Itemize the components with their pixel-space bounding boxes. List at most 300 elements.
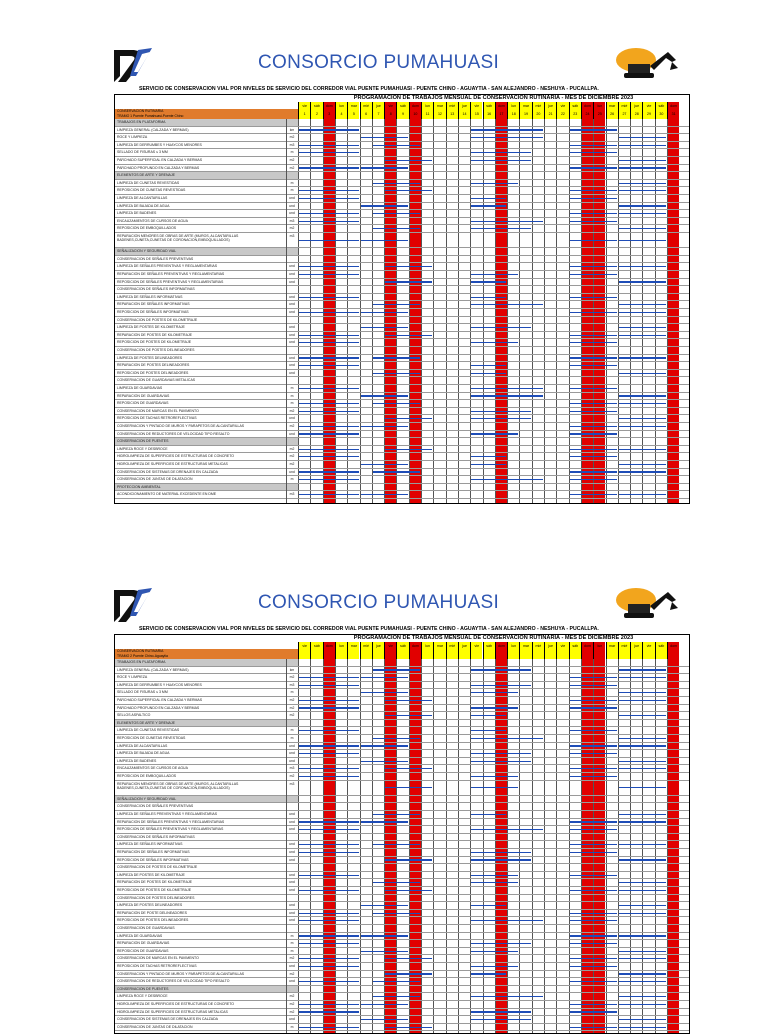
schedule-bar <box>471 707 518 708</box>
day-number-cell <box>593 650 605 659</box>
day-number-cell <box>360 650 372 659</box>
activity-label: LIMPIEZA DE SEÑALES PREVENTIVAS Y REGLAMENTARIAS <box>117 264 218 269</box>
schedule-bar <box>619 266 666 267</box>
schedule-bar <box>299 753 359 754</box>
schedule-bar <box>361 692 408 693</box>
activity-label: REPOSICION DE GUARDAVIAS <box>117 948 169 953</box>
schedule-bar <box>570 890 617 891</box>
schedule-bar <box>385 1027 432 1028</box>
schedule-bar <box>471 411 531 412</box>
schedule-bar <box>361 951 408 952</box>
schedule-bar <box>619 205 666 206</box>
row-separator <box>115 392 689 393</box>
activity-unit: und <box>289 264 295 269</box>
activity-label: REPOSICION DE POSTES DE KILOMETRAJE <box>117 340 192 345</box>
excavator-logo <box>614 586 682 622</box>
activity-unit: m2 <box>289 1009 295 1014</box>
schedule-bar <box>619 426 666 427</box>
schedule-bar <box>570 274 617 275</box>
schedule-bar <box>373 814 420 815</box>
activity-label: LIMPIEZA DE BADENES <box>117 758 157 763</box>
schedule-bar <box>471 829 543 830</box>
activity-label: LIMPIEZA DE POSTES DE KILOMETRAJE <box>117 872 185 877</box>
row-separator <box>115 840 689 841</box>
schedule-bar <box>471 715 506 716</box>
activity-unit: m2 <box>289 971 295 976</box>
row-separator <box>115 293 689 294</box>
row-separator <box>115 1015 689 1016</box>
schedule-bar <box>385 958 432 959</box>
schedule-bar <box>373 669 420 670</box>
schedule-bar <box>570 297 617 298</box>
schedule-bar <box>299 240 359 241</box>
schedule-bar <box>570 1027 617 1028</box>
schedule-bar <box>570 152 617 153</box>
row-separator <box>115 148 689 149</box>
schedule-bar <box>385 418 432 419</box>
row-separator <box>115 901 689 902</box>
day-number-cell: 12 <box>433 110 445 119</box>
schedule-bar <box>299 913 359 914</box>
day-number-cell: 4 <box>335 110 347 119</box>
schedule-bar <box>299 213 359 214</box>
activity-unit: m2 <box>289 135 295 140</box>
schedule-bar <box>471 859 531 860</box>
schedule-bar <box>471 433 518 434</box>
day-number-cell: 22 <box>556 110 568 119</box>
schedule-bar <box>471 304 543 305</box>
activity-label: LIMPIEZA DE SEÑALES INFORMATIVAS <box>117 842 183 847</box>
schedule-bar <box>385 787 432 788</box>
schedule-bar <box>471 137 543 138</box>
schedule-bar <box>570 935 617 936</box>
schedule-bar <box>373 981 420 982</box>
activity-unit: und <box>289 310 295 314</box>
activity-unit: km <box>289 667 295 672</box>
activity-label: REPARACION DE POSTE DELINEADORES <box>117 910 187 915</box>
activity-unit: und <box>289 332 295 337</box>
row-separator <box>115 430 689 431</box>
weekday-cell: mié <box>446 642 458 650</box>
row-separator <box>115 818 689 819</box>
schedule-bar <box>361 1004 408 1005</box>
day-number-cell <box>556 650 568 659</box>
schedule-bar <box>299 198 359 199</box>
row-separator <box>115 164 689 165</box>
schedule-bar <box>619 745 666 746</box>
activity-unit: m3 <box>289 492 295 497</box>
schedule-bar <box>385 768 432 769</box>
activity-unit: m <box>290 477 294 482</box>
day-number-cell <box>630 650 642 659</box>
activity-unit: km <box>289 127 295 132</box>
row-separator <box>115 863 689 864</box>
schedule-bar <box>471 852 531 853</box>
schedule-bar <box>471 418 531 419</box>
row-separator <box>115 209 689 210</box>
day-number-cell: 7 <box>372 110 384 119</box>
schedule-bar <box>619 213 666 214</box>
weekday-cell: jue <box>372 102 384 110</box>
schedule-bar <box>299 875 359 876</box>
schedule-bar <box>299 852 359 853</box>
activity-label: LIMPIEZA DE CUNETAS REVESTIDAS <box>117 728 180 733</box>
activity-unit: m <box>290 150 294 155</box>
schedule-bar <box>471 951 518 952</box>
row-separator <box>115 468 689 469</box>
row-separator <box>115 992 689 993</box>
schedule-bar <box>570 456 617 457</box>
row-separator <box>115 361 689 362</box>
schedule-bar <box>361 167 408 168</box>
row-separator <box>115 954 689 955</box>
tramo-header <box>115 649 298 659</box>
schedule-bar <box>570 943 617 944</box>
day-number-cell: 20 <box>532 110 544 119</box>
schedule-bar <box>299 958 359 959</box>
schedule-bar <box>570 403 617 404</box>
day-number-cell: 17 <box>495 110 507 119</box>
row-separator <box>115 757 689 758</box>
schedule-bar <box>570 685 617 686</box>
day-number-cell <box>421 650 433 659</box>
schedule-bar <box>299 365 359 366</box>
row-separator <box>115 384 689 385</box>
schedule-bar <box>570 240 617 241</box>
schedule-bar <box>373 373 420 374</box>
activity-unit: m2 <box>289 454 295 459</box>
schedule-bar <box>299 1027 359 1028</box>
activity-label: CONSERVACION DE POSTES DE KILOMETRAJE <box>117 865 198 870</box>
schedule-bar <box>619 145 666 146</box>
schedule-bar <box>570 335 617 336</box>
schedule-bar <box>373 213 420 214</box>
row-separator <box>115 916 689 917</box>
activity-label: PARCHADO SUPERFICIAL EN CALZADA Y BERMAS <box>117 158 203 162</box>
row-separator <box>115 711 689 712</box>
schedule-bar <box>619 304 666 305</box>
schedule-bar <box>619 913 666 914</box>
weekday-cell: mié <box>446 102 458 110</box>
weekday-cell: jue <box>458 642 470 650</box>
schedule-bar <box>385 266 432 267</box>
activity-label: REPARACION DE SEÑALES INFORMATIVAS <box>117 302 190 307</box>
schedule-bar <box>385 160 432 161</box>
schedule-bar <box>619 700 666 701</box>
schedule-bar <box>361 1019 408 1020</box>
schedule-bar <box>299 152 359 153</box>
schedule-bar <box>619 692 666 693</box>
day-number-cell: 18 <box>507 110 519 119</box>
row-separator <box>115 681 689 682</box>
activity-label: CONSERVACION Y PINTADO DE MUROS Y PARAPETOS DE ALCANTARILLAS <box>117 424 245 428</box>
weekday-cell: jue <box>630 102 642 110</box>
activity-unit: m2 <box>289 158 295 162</box>
weekday-cell: lun <box>593 642 605 650</box>
weekday-cell: sáb <box>655 102 667 110</box>
schedule-bar <box>619 464 666 465</box>
schedule-bar <box>570 213 617 214</box>
activity-unit: m <box>290 188 294 193</box>
weekday-cell: sáb <box>483 102 495 110</box>
activity-unit: und <box>289 812 295 816</box>
activity-label: CONSERVACION DE GUARDAVIAS METALICAS <box>117 378 196 383</box>
company-logo-road <box>112 46 154 86</box>
row-separator <box>115 475 689 476</box>
day-number-cell: 27 <box>618 110 630 119</box>
activity-unit: und <box>289 211 295 216</box>
weekday-cell: sáb <box>655 642 667 650</box>
day-number-cell <box>581 650 593 659</box>
row-separator <box>115 452 689 453</box>
activity-label: ENCAUZAMIENTOS DE CURSOS DE AGUA <box>117 766 188 771</box>
schedule-bar <box>619 768 666 769</box>
activity-label: LIMPIEZA DE SEÑALES INFORMATIVAS <box>117 294 183 299</box>
schedule-bar <box>570 875 617 876</box>
activity-label: LIMPIEZA ROCE Y DESBROCE <box>117 446 168 451</box>
schedule-bar <box>619 471 666 472</box>
schedule-bar <box>299 471 359 472</box>
activity-unit: und <box>289 758 295 763</box>
schedule-bar <box>299 821 359 822</box>
activity-label: REPARACION DE GUARDAVIAS <box>117 941 170 946</box>
row-separator <box>115 338 689 339</box>
day-number-cell: 2 <box>310 110 322 119</box>
row-separator <box>115 346 689 347</box>
day-number-cell <box>396 650 408 659</box>
schedule-bar <box>619 373 666 374</box>
weekday-cell: lun <box>335 642 347 650</box>
schedule-bar <box>570 433 617 434</box>
label-divider <box>286 119 287 503</box>
activity-label: LIMPIEZA DE POSTES DE KILOMETRAJE <box>117 325 185 330</box>
day-number-cell <box>532 650 544 659</box>
activity-unit: m <box>290 728 294 733</box>
activity-label: ENCAUZAMIENTOS DE CURSOS DE AGUA <box>117 218 188 223</box>
schedule-gantt-tramo-2 <box>114 634 690 1034</box>
row-separator <box>115 179 689 180</box>
day-number-cell <box>384 650 396 659</box>
day-number-cell <box>446 650 458 659</box>
schedule-bar <box>373 471 420 472</box>
activity-unit: und <box>289 872 295 877</box>
activity-label: HIDROLIMPIEZA DE SUPERFICIES DE ESTRUCTURAS DE CONCRETO <box>117 1002 235 1006</box>
day-number-cell <box>470 650 482 659</box>
schedule-bar <box>570 981 617 982</box>
activity-label: REPOSICION DE POSTES DE KILOMETRAJE <box>117 888 192 892</box>
weekday-cell: dom <box>409 642 421 650</box>
row-separator <box>115 126 689 127</box>
schedule-bar <box>619 183 666 184</box>
schedule-bar <box>619 167 666 168</box>
activity-label: CONSERVACION DE JUNTAS DE DILATACION <box>117 477 193 482</box>
schedule-bar <box>471 943 531 944</box>
schedule-bar <box>361 761 408 762</box>
row-separator <box>115 673 689 674</box>
schedule-bar <box>570 920 617 921</box>
schedule-bar <box>619 137 666 138</box>
weekday-cell: dom <box>495 102 507 110</box>
row-separator <box>115 932 689 933</box>
activity-unit: m2 <box>289 713 295 718</box>
schedule-bar <box>619 973 666 974</box>
activity-label: REPARACION DE SEÑALES PREVENTIVAS Y REGLAMENTARIAS <box>117 272 225 276</box>
activity-label: CONSERVACION DE GUARDAVIAS <box>117 926 175 930</box>
schedule-bar <box>299 274 359 275</box>
activity-unit: und <box>289 363 295 368</box>
schedule-bar <box>373 183 420 184</box>
activity-unit: und <box>289 340 295 345</box>
row-separator <box>115 354 689 355</box>
schedule-bar <box>373 738 420 739</box>
weekday-cell: mar <box>347 102 359 110</box>
schedule-bar <box>570 768 617 769</box>
program-title: PROGRAMACION DE TRABAJOS MENSUAL DE CONSERVACIÓN RUTINARIA - MES DE DICIEMBRE 2023 <box>353 95 634 101</box>
schedule-bar <box>471 297 506 298</box>
schedule-bar <box>471 464 506 465</box>
schedule-bar <box>299 981 359 982</box>
row-separator <box>115 833 689 834</box>
schedule-bar <box>619 1027 666 1028</box>
activity-label: TRABAJOS EN PLATAFORMA <box>117 120 166 124</box>
activity-label: ACONDICIONAMIENTO DE MATERIAL EXCEDENTE EN DME <box>117 492 217 497</box>
activity-unit: und <box>289 294 295 299</box>
day-number-cell <box>606 650 618 659</box>
row-separator <box>115 802 689 803</box>
schedule-bar <box>619 738 666 739</box>
schedule-bar <box>373 996 420 997</box>
company-logo-road <box>112 586 154 626</box>
schedule-bar <box>619 787 666 788</box>
schedule-bar <box>570 198 617 199</box>
schedule-bar <box>570 730 617 731</box>
day-number-cell: 3 <box>323 110 335 119</box>
schedule-bar <box>570 707 617 708</box>
schedule-bar <box>361 240 408 241</box>
schedule-bar <box>299 433 359 434</box>
schedule-bar <box>471 973 506 974</box>
day-number-cell <box>618 650 630 659</box>
row-separator <box>115 696 689 697</box>
schedule-bar <box>361 312 408 313</box>
row-separator <box>115 894 689 895</box>
weekday-cell: mar <box>519 642 531 650</box>
activity-label: CONSERVACION DE MARCAS EN EL PAVIMENTO <box>117 408 199 413</box>
activity-label: LIMPIEZA DE CUNETAS REVESTIDAS <box>117 180 180 185</box>
company-title: CONSORCIO PUMAHUASI <box>258 592 500 613</box>
activity-unit: m <box>290 180 294 185</box>
schedule-bar <box>619 160 666 161</box>
schedule-bar <box>619 958 666 959</box>
activity-label: CONSERVACION DE SEÑALES INFORMATIVAS <box>117 287 195 292</box>
weekday-cell: vie <box>470 642 482 650</box>
schedule-bar <box>570 1004 617 1005</box>
schedule-bar <box>373 844 420 845</box>
row-separator <box>115 300 689 301</box>
schedule-bar <box>299 388 359 389</box>
weekday-cell: sáb <box>569 102 581 110</box>
weekday-cell: mié <box>532 102 544 110</box>
schedule-bar <box>619 844 666 845</box>
schedule-bar <box>570 494 617 495</box>
weekday-cell: dom <box>495 642 507 650</box>
activity-unit: und <box>289 1017 295 1022</box>
schedule-bar <box>373 304 420 305</box>
schedule-bar <box>570 677 617 678</box>
schedule-bar <box>570 753 617 754</box>
schedule-bar <box>570 266 617 267</box>
activity-label: PROTECCION AMBIENTAL <box>117 484 161 489</box>
schedule-bar <box>570 312 617 313</box>
row-separator <box>115 323 689 324</box>
activity-unit: m <box>290 948 294 953</box>
activity-label: ELEMENTOS DE ARTE Y DRENAJE <box>117 720 175 725</box>
schedule-bar <box>299 411 359 412</box>
schedule-bar <box>299 479 359 480</box>
activity-unit: m2 <box>289 774 295 778</box>
weekday-cell: sáb <box>396 642 408 650</box>
day-number-cell: 15 <box>470 110 482 119</box>
activity-unit: und <box>289 888 295 892</box>
day-number-cell <box>655 650 667 659</box>
schedule-bar <box>373 882 420 883</box>
schedule-bar <box>471 274 518 275</box>
weekday-cell: mar <box>606 642 618 650</box>
weekday-cell: jue <box>544 642 556 650</box>
day-number-cell: 16 <box>483 110 495 119</box>
schedule-bar <box>299 1011 359 1012</box>
row-separator <box>115 422 689 423</box>
schedule-bar <box>471 1019 531 1020</box>
row-separator <box>115 772 689 773</box>
row-separator <box>115 407 689 408</box>
day-number-cell: 5 <box>347 110 359 119</box>
schedule-bar <box>471 814 506 815</box>
schedule-bar <box>471 787 518 788</box>
row-separator <box>115 909 689 910</box>
schedule-bar <box>619 395 666 396</box>
activity-unit: m <box>290 941 294 946</box>
activity-unit: m3 <box>289 682 295 687</box>
schedule-bar <box>299 935 359 936</box>
row-separator <box>115 742 689 743</box>
weekday-cell: dom <box>667 642 679 650</box>
row-separator <box>115 460 689 461</box>
activity-unit: und <box>289 416 295 421</box>
activity-label: LIMPIEZA DE BAJADA DE AGUA <box>117 751 170 756</box>
day-number-cell: 14 <box>458 110 470 119</box>
weekday-cell: vie <box>298 642 310 650</box>
day-number-cell <box>507 650 519 659</box>
activity-unit: und <box>289 302 295 307</box>
schedule-bar <box>570 145 617 146</box>
day-number-cell: 23 <box>569 110 581 119</box>
schedule-bar <box>299 700 359 701</box>
row-separator <box>115 924 689 925</box>
schedule-bar <box>619 190 666 191</box>
activity-label: HIDROLIMPIEZA DE SUPERFICIES DE ESTRUCTURAS DE CONCRETO <box>117 454 235 459</box>
day-number-cell: 30 <box>655 110 667 119</box>
row-separator <box>115 1030 689 1031</box>
activity-unit: m <box>290 1024 294 1029</box>
row-separator <box>115 224 689 225</box>
schedule-bar <box>619 761 666 762</box>
weekday-cell: mar <box>606 102 618 110</box>
weekday-cell: mié <box>360 102 372 110</box>
schedule-bar <box>619 240 666 241</box>
tramo-header <box>115 109 298 119</box>
activity-label: HIDROLIMPIEZA DE SUPERFICIES DE ESTRUCTURAS METALICAS <box>117 462 228 466</box>
